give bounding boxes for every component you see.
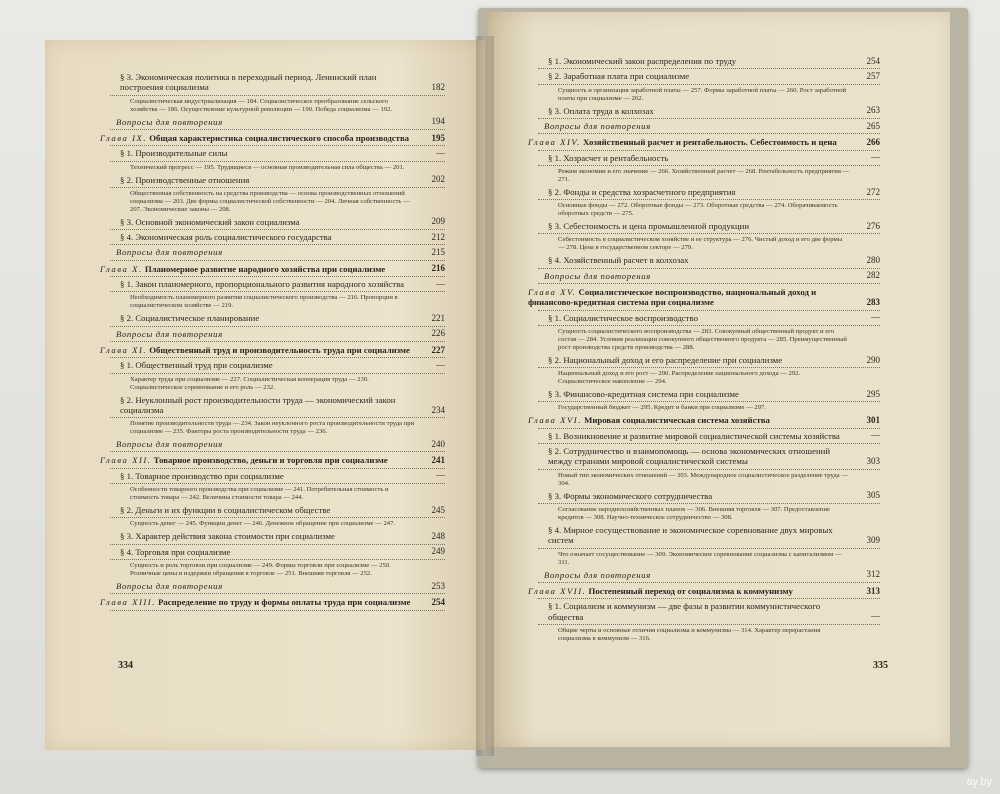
toc-chapter	[528, 287, 880, 308]
toc-section	[100, 217, 445, 227]
page-ref: 182	[431, 82, 445, 92]
page-ref: 266	[866, 136, 880, 147]
toc-entry-heading	[100, 597, 417, 607]
toc-questions	[528, 121, 880, 131]
dotted-leader	[538, 428, 880, 429]
toc-section	[100, 279, 445, 289]
dotted-leader	[110, 229, 445, 230]
page-ref: 202	[431, 174, 445, 185]
review-questions-title: Вопросы для повторения	[116, 116, 223, 127]
toc-section	[528, 355, 880, 365]
section-title: § 2. Производственные отношения	[120, 174, 250, 185]
chapter-title: Общая характеристика социалистического способа производства	[149, 132, 410, 143]
chapter-title: Товарное производство, деньги и торговля при социализме	[153, 455, 388, 466]
toc-section	[100, 471, 445, 481]
section-title: § 2. Социалистическое планирование	[120, 313, 260, 324]
toc-entry-heading	[100, 264, 417, 274]
page-ref: 194	[431, 116, 445, 127]
toc-section	[528, 525, 880, 546]
section-title: § 4. Хозяйственный расчет в колхозах	[548, 255, 689, 266]
toc-entry-heading	[100, 133, 417, 143]
review-questions-title: Вопросы для повторения	[116, 439, 223, 450]
dotted-leader	[110, 468, 445, 469]
dotted-leader	[538, 150, 880, 151]
page-ref: 254	[431, 596, 445, 607]
toc-questions	[100, 117, 445, 127]
page-ref: 280	[866, 255, 880, 266]
page-ref: 245	[431, 504, 445, 515]
toc-subtopics: Новый тип экономических отношений — 303. Международное социалистическое разделение труда — 304.	[558, 471, 849, 487]
toc-section	[100, 531, 445, 541]
left-page-number: 334	[118, 660, 133, 671]
toc-section	[100, 360, 445, 370]
page-ref: 215	[431, 247, 445, 258]
toc-subtopics: Сущность и организация заработной платы — 257. Формы заработной платы — 260. Рост заработной платы при социализме — 262.	[558, 86, 847, 102]
page-ref: 305	[866, 490, 880, 501]
page-ref: —	[436, 359, 445, 370]
dotted-leader	[110, 373, 445, 374]
page-ref: 276	[866, 220, 880, 231]
dotted-leader	[538, 582, 880, 583]
section-title: § 2. Деньги и их функции в социалистическом обществе	[120, 505, 331, 516]
page-ref: 212	[431, 231, 445, 242]
dotted-leader	[538, 624, 880, 625]
dotted-leader	[110, 260, 445, 261]
page-ref: 295	[866, 388, 880, 399]
page-ref: —	[871, 152, 880, 163]
dotted-leader	[538, 401, 880, 402]
toc-chapter	[100, 264, 445, 274]
toc-chapter	[100, 345, 445, 355]
toc-section	[528, 491, 880, 501]
dotted-leader	[538, 268, 880, 269]
chapter-title: Мировая социалистическая система хозяйства	[584, 415, 770, 426]
chapter-label: Глава XV.	[528, 287, 577, 297]
toc-section	[100, 148, 445, 158]
review-questions-title: Вопросы для повторения	[544, 120, 651, 131]
page-ref: —	[436, 470, 445, 481]
toc-section	[100, 232, 445, 242]
dotted-leader	[538, 598, 880, 599]
chapter-title: Планомерное развитие народного хозяйства при социализме	[144, 263, 386, 274]
right-page-number: 335	[873, 660, 888, 671]
dotted-leader	[110, 326, 445, 327]
section-title: § 1. Социалистическое воспроизводство	[548, 312, 698, 323]
toc-chapter	[100, 597, 445, 607]
toc-section	[528, 187, 880, 197]
page-ref: 227	[431, 344, 445, 355]
dotted-leader	[538, 165, 880, 166]
chapter-label: Глава XVII.	[528, 585, 587, 596]
chapter-title: Постепенный переход от социализма к коммунизму	[588, 585, 793, 596]
review-questions-title: Вопросы для повторения	[116, 580, 223, 591]
chapter-title: Социалистическое воспроизводство, национальный доход и финансово-кредитная система при социализме	[528, 287, 817, 308]
dotted-leader	[110, 129, 445, 130]
toc-section	[100, 505, 445, 515]
toc-chapter	[528, 415, 880, 425]
dotted-leader	[110, 244, 445, 245]
chapter-label: Глава XI.	[100, 344, 148, 355]
page-ref: 209	[431, 216, 445, 227]
section-title: § 4. Экономическая роль социалистического государства	[120, 232, 332, 243]
section-title: § 1. Экономический закон распределения по труду	[548, 56, 737, 66]
chapter-title: Распределение по труду и формы оплаты труда при социализме	[158, 597, 411, 608]
page-ref: 312	[866, 569, 880, 580]
section-title: § 4. Мирное сосуществование и экономическое соревнование двух мировых систем	[548, 524, 833, 546]
toc-subtopics: Сущность денег — 245. Функции денег — 246. Денежное обращение при социализме — 247.	[130, 520, 396, 528]
chapter-title: Общественный труд и производительность труда при социализме	[149, 344, 410, 355]
toc-section	[528, 313, 880, 323]
toc-section	[528, 446, 880, 467]
page-ref: 241	[431, 455, 445, 466]
dotted-leader	[538, 548, 880, 549]
review-questions-title: Вопросы для повторения	[116, 247, 223, 258]
dotted-leader	[110, 517, 445, 518]
toc-subtopics: Согласование народнохозяйственных планов — 306. Внешняя торговля — 307. Предоставление кредитов — 308. Научно-техническое сотрудничество — 308.	[558, 506, 830, 521]
review-questions-title: Вопросы для повторения	[544, 569, 651, 580]
toc-section	[100, 175, 445, 185]
toc-section	[100, 72, 445, 93]
page-ref: 265	[866, 120, 880, 131]
section-title: § 3. Экономическая политика в переходный период. Ленинский план построения социализма	[120, 72, 377, 93]
page-ref: 263	[866, 105, 880, 116]
dotted-leader	[538, 367, 880, 368]
dotted-leader	[110, 451, 445, 452]
review-questions-title: Вопросы для повторения	[544, 270, 651, 281]
section-title: § 2. Фонды и средства хозрасчетного предприятия	[548, 186, 736, 197]
section-title: § 3. Оплата труда в колхозах	[548, 105, 654, 116]
page-ref: —	[436, 147, 445, 158]
section-title: § 2. Сотрудничество и взаимопомощь — основа экономических отношений между странами мировой социалистической системы	[548, 446, 831, 467]
toc-section	[528, 71, 880, 81]
toc-section	[528, 56, 880, 66]
page-ref: 282	[866, 270, 880, 281]
section-title: § 2. Заработная плата при социализме	[548, 71, 690, 82]
dotted-leader	[110, 544, 445, 545]
page-ref: —	[871, 611, 880, 622]
section-title: § 4. Торговля при социализме	[120, 546, 231, 557]
toc-subtopics: Особенности товарного производства при социализме — 241. Потребительная стоимость и стоимость товара — 242. Величина стоимости товара — 244.	[130, 486, 389, 502]
section-title: § 1. Хозрасчет и рентабельность	[548, 152, 669, 163]
page-ref: 303	[866, 456, 880, 467]
toc-section	[100, 395, 445, 416]
toc-questions	[528, 570, 880, 580]
toc-section	[528, 255, 880, 265]
toc-questions	[100, 581, 445, 591]
dotted-leader	[538, 283, 880, 284]
toc-questions	[100, 439, 445, 449]
toc-section	[528, 601, 880, 622]
page-ref: —	[871, 430, 880, 441]
toc-questions	[100, 247, 445, 257]
section-title: § 1. Производительные силы	[120, 148, 228, 159]
toc-chapter	[100, 455, 445, 465]
toc-subtopics: Режим экономии и его значение — 266. Хозяйственный расчет — 268. Рентабельность предприятия — 271.	[558, 167, 850, 183]
toc-subtopics: Необходимость планомерного развития социалистического производства — 216. Пропорции в социалистическом хозяйстве — 219.	[130, 294, 398, 310]
chapter-title: Хозяйственный расчет и рентабельность. Себестоимость и цена	[582, 137, 837, 148]
toc-subtopics: Сущность и роль торговли при социализме — 249. Формы торговли при социализме — 250. Розничные цены и издержки обращения в торговле — 251. Внешняя торговля — 252.	[130, 561, 391, 577]
section-title: § 1. Закон планомерного, пропорционального развития народного хозяйства	[120, 279, 404, 290]
toc-chapter	[528, 137, 880, 147]
dotted-leader	[538, 310, 880, 311]
dotted-leader	[538, 469, 880, 470]
dotted-leader	[110, 161, 445, 162]
section-title: § 1. Товарное производство при социализме	[120, 470, 284, 481]
toc-subtopics: Характер труда при социализме — 227. Социалистическая кооперация труда — 230. Социалистическое соревнование и его роль — 232.	[130, 375, 369, 391]
watermark: ay.by	[966, 776, 992, 788]
dotted-leader	[110, 357, 445, 358]
toc-section	[528, 153, 880, 163]
chapter-label: Глава XIV.	[528, 137, 581, 148]
dotted-leader	[538, 68, 880, 69]
toc-subtopics: Общественная собственность на средства производства — основа производственных отношений социализма — 203. Две формы социалистической собственности — 204. Личная собственность — 207. Экономические законы — 208.	[130, 189, 410, 213]
section-title: § 1. Возникновение и развитие мировой социалистической системы хозяйства	[548, 430, 840, 441]
dotted-leader	[110, 95, 445, 96]
page-ref: 290	[866, 354, 880, 365]
toc-section	[100, 547, 445, 557]
toc-entry-heading	[100, 345, 417, 355]
toc-section	[528, 106, 880, 116]
toc-section	[100, 313, 445, 323]
page-ref: 195	[431, 132, 445, 143]
dotted-leader	[110, 559, 445, 560]
page-ref: 221	[431, 313, 445, 323]
section-title: § 2. Национальный доход и его распределение при социализме	[548, 354, 783, 365]
page-ref: 226	[431, 328, 445, 339]
page-ref: 301	[866, 415, 880, 426]
toc-subtopics: Государственный бюджет — 295. Кредит и банки при социализме — 297.	[558, 404, 767, 412]
dotted-leader	[110, 483, 445, 484]
page-ref: 283	[866, 297, 880, 307]
toc-subtopics: Технический прогресс — 195. Трудящиеся — основная производительная сила общества — 201.	[130, 163, 405, 171]
page-ref: 309	[866, 534, 880, 545]
page-ref: 257	[866, 71, 880, 81]
page-ref: 254	[866, 55, 880, 66]
chapter-label: Глава XIII.	[100, 597, 156, 608]
section-title: § 1. Общественный труд при социализме	[120, 360, 273, 371]
toc-entry-heading	[528, 415, 852, 425]
toc-section	[528, 221, 880, 231]
page-ref: —	[871, 312, 880, 323]
chapter-label: Глава IX.	[100, 132, 148, 143]
dotted-leader	[538, 133, 880, 134]
toc-entry-heading	[528, 287, 852, 308]
page-ref: —	[436, 278, 445, 289]
toc-subtopics: Основные фонды — 272. Оборотные фонды — 273. Оборотные средства — 274. Оборачиваемость оборотных средств — 275.	[558, 202, 838, 218]
dotted-leader	[538, 443, 880, 444]
toc-subtopics: Национальный доход и его рост — 290. Распределение национального дохода — 292. Социалистическое накопление — 294.	[558, 370, 801, 386]
toc-questions	[100, 329, 445, 339]
page-ref: 313	[866, 585, 880, 596]
page-ref: 249	[431, 546, 445, 557]
section-title: § 3. Характер действия закона стоимости при социализме	[120, 531, 335, 542]
toc-questions	[528, 271, 880, 281]
dotted-leader	[110, 417, 445, 418]
section-title: § 3. Финансово-кредитная система при социализме	[548, 389, 739, 400]
page-ref: 216	[431, 263, 445, 274]
section-title: § 2. Неуклонный рост производительности труда — экономический закон социализма	[120, 394, 396, 415]
toc-entry-heading	[528, 137, 852, 147]
toc-chapter	[528, 586, 880, 596]
page-ref: 253	[431, 580, 445, 591]
right-table-of-contents	[528, 56, 880, 646]
section-title: § 1. Социализм и коммунизм — две фазы в развитии коммунистического общества	[548, 601, 821, 622]
toc-subtopics: Себестоимость в социалистическом хозяйстве и ее структура — 276. Чистый доход и его две формы — 278. Цена в государственном секторе — 279.	[558, 236, 843, 252]
review-questions-title: Вопросы для повторения	[116, 328, 223, 339]
dotted-leader	[110, 145, 445, 146]
dotted-leader	[538, 84, 880, 85]
chapter-label: Глава XVI.	[528, 415, 582, 426]
toc-entry-heading	[100, 455, 417, 465]
section-title: § 3. Основной экономический закон социализма	[120, 216, 300, 227]
page-ref: 240	[431, 438, 445, 449]
left-table-of-contents	[100, 72, 445, 613]
dotted-leader	[110, 187, 445, 188]
toc-chapter	[100, 133, 445, 143]
dotted-leader	[110, 276, 445, 277]
page-ref: 234	[431, 404, 445, 415]
toc-subtopics: Социалистическая индустриализация — 184. Социалистическое преобразование сельского хозяйства — 186. Осуществление культурной революции — 190. Победа социализма — 192.	[130, 97, 393, 113]
dotted-leader	[538, 503, 880, 504]
dotted-leader	[110, 341, 445, 342]
dotted-leader	[538, 199, 880, 200]
toc-section	[528, 431, 880, 441]
section-title: § 3. Формы экономического сотрудничества	[548, 490, 713, 501]
dotted-leader	[110, 593, 445, 594]
dotted-leader	[110, 291, 445, 292]
page-ref: 248	[431, 531, 445, 542]
toc-subtopics: Сущность социалистического воспроизводства — 283. Совокупный общественный продукт и его состав — 284. Условия реализации совокупного общественного продукта — 285. Преимущественный рост производства средств производства — 288.	[558, 327, 847, 351]
chapter-label: Глава X.	[100, 263, 143, 274]
toc-subtopics: Общие черты и основные отличия социализма и коммунизма — 314. Характер перерастания социализма в коммунизм — 316.	[558, 626, 821, 642]
toc-section	[528, 389, 880, 399]
book-gutter	[476, 36, 494, 756]
dotted-leader	[538, 118, 880, 119]
section-title: § 3. Себестоимость и цена промышленной продукции	[548, 221, 750, 232]
page-ref: 272	[866, 186, 880, 197]
toc-subtopics: Что означает сосуществование — 309. Экономическое соревнование социализма с капитализмом — 311.	[558, 550, 842, 566]
toc-subtopics: Понятие производительности труда — 234. Закон неуклонного роста производительности труда при социализме — 235. Факторы роста производительности труда — 236.	[130, 420, 415, 436]
chapter-label: Глава XII.	[100, 455, 152, 466]
toc-entry-heading	[528, 586, 852, 596]
dotted-leader	[110, 610, 445, 611]
dotted-leader	[538, 325, 880, 326]
dotted-leader	[538, 233, 880, 234]
